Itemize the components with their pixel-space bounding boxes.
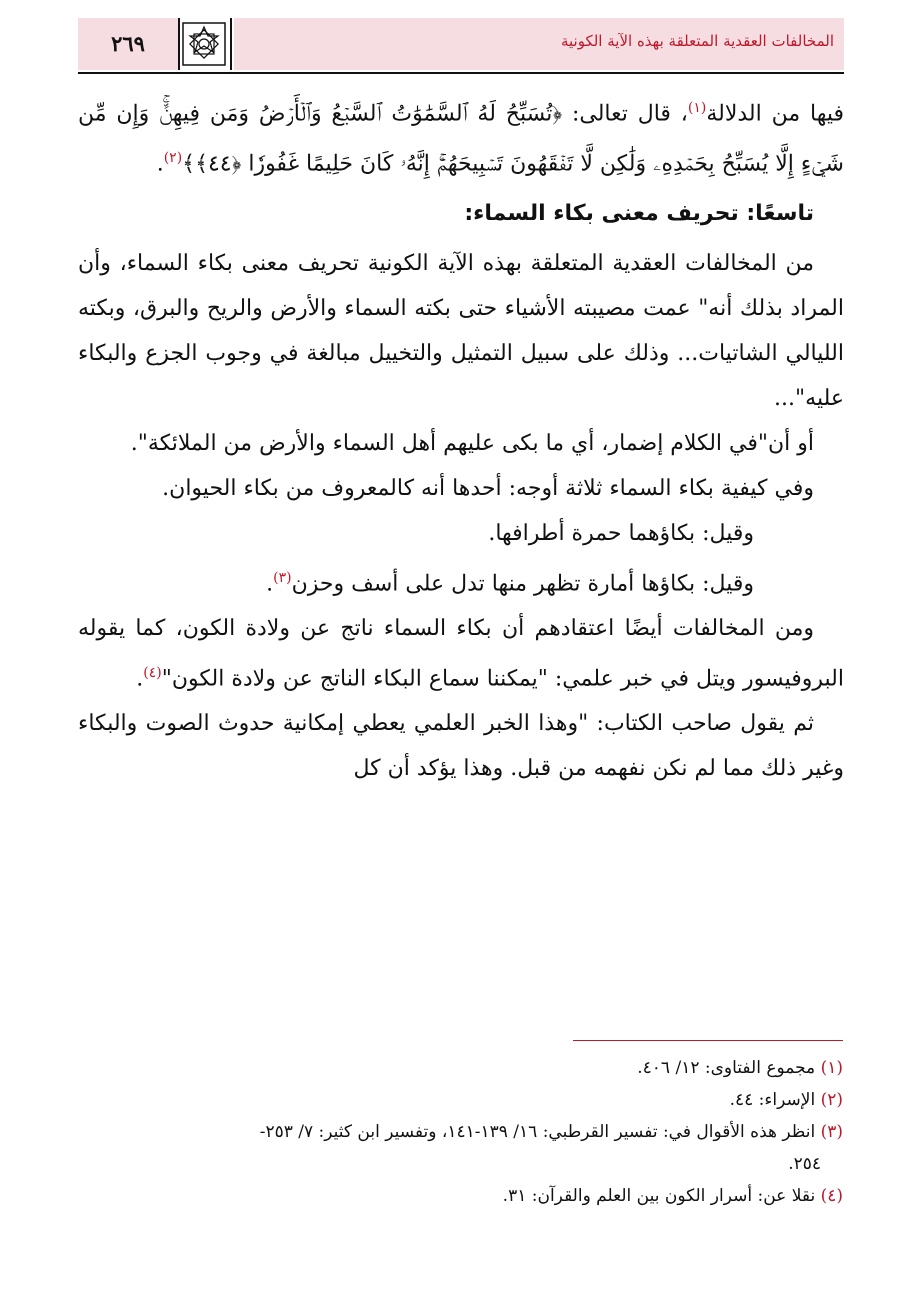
paragraph-3: أو أن"في الكلام إضمار، أي ما بكى عليهم أهل السماء والأرض من الملائكة". [130, 430, 814, 456]
footnotes [77, 1052, 843, 1212]
footnote-3 [77, 1116, 843, 1148]
quran-verse: ، قال تعالى: ﴿تُسَبِّحُ لَهُ ٱلسَّمَٰوَٰتُ ٱلسَّبۡعُ وَٱلۡأَرۡضُ وَمَن فِيهِنَّۚ وَإِن مِّن شَيۡءٍ إِلَّا يُسَبِّحُ بِحَمۡدِهِۦ وَلَٰكِن لَّا تَفۡقَهُونَ تَسۡبِيحَهُمۡۚ إِنَّهُۥ كَانَ حَلِيمًا غَفُورٗا ﴿٤٤﴾﴾ [78, 101, 844, 177]
paragraph-5: وقيل: بكاؤهما حمرة أطرافها. [488, 520, 754, 546]
footnote-ref-2[interactable]: (٢) [163, 150, 183, 167]
footnote-text: مجموع الفتاوى: ١٢/ ٤٠٦. [637, 1058, 816, 1078]
paragraph-8: ثم يقول صاحب الكتاب: "وهذا الخبر العلمي يعطي إمكانية حدوث الصوت والبكاء وغير ذلك مما لم نكن نفهمه من قبل. وهذا يؤكد أن كل [78, 711, 844, 782]
footnote-3-continued: ٢٥٤. [788, 1154, 821, 1174]
header-rule [78, 72, 844, 74]
paragraph-end: . [136, 666, 144, 692]
page-body [78, 86, 844, 791]
paragraph-text: ومن المخالفات أيضًا اعتقادهم أن بكاء السماء ناتج عن ولادة الكون، كما يقوله البروفيسور ويتل في خبر علمي: "يمكننا سماع البكاء الناتج عن ولادة الكون" [78, 615, 844, 692]
running-title: المخالفات العقدية المتعلقة بهذه الآية الكونية [560, 32, 834, 50]
footnote-number: (٤) [820, 1186, 843, 1206]
paragraph-6 [78, 556, 844, 606]
page-header [78, 18, 844, 70]
footnote-text: الإسراء: ٤٤. [729, 1090, 816, 1110]
paragraph-end: . [156, 151, 164, 177]
header-band [234, 18, 844, 70]
footnote-1 [77, 1052, 843, 1084]
footnote-ref-3[interactable]: (٣) [273, 569, 292, 586]
paragraph-quran-verse [78, 86, 844, 187]
footnote-text: انظر هذه الأقوال في: تفسير القرطبي: ١٦/ ١٣٩-١٤١، وتفسير ابن كثير: ٧/ ٢٥٣- [259, 1122, 816, 1142]
footnote-number: (١) [820, 1058, 843, 1078]
footnote-4 [77, 1180, 843, 1212]
paragraph-4: وفي كيفية بكاء السماء ثلاثة أوجه: أحدها أنه كالمعروف من بكاء الحيوان. [162, 475, 814, 501]
footnote-separator [573, 1040, 843, 1041]
footnote-ref-4[interactable]: (٤) [143, 664, 162, 681]
paragraph-text: فيها من الدلالة [706, 101, 844, 127]
footnote-number: (٢) [820, 1090, 843, 1110]
page-number: ٢٦٩ [78, 18, 178, 70]
footnote-text: نقلا عن: أسرار الكون بين العلم والقرآن: ٣١. [502, 1186, 816, 1206]
footnote-2 [77, 1084, 843, 1116]
footnote-ref-1[interactable]: (١) [687, 100, 707, 116]
footnote-number: (٣) [820, 1122, 843, 1142]
header-divider-left [178, 18, 180, 70]
paragraph-text: وقيل: بكاؤها أمارة تظهر منها تدل على أسف وحزن [291, 570, 754, 596]
paragraph-7 [78, 606, 844, 701]
geometric-ornament-icon [181, 21, 227, 67]
paragraph-end: . [266, 570, 274, 596]
header-divider-right [230, 18, 232, 70]
paragraph-2: من المخالفات العقدية المتعلقة بهذه الآية الكونية تحريف معنى بكاء السماء، وأن المراد بذلك أنه" عمت مصيبته الأشياء حتى بكته السماء والأرض والريح والبرق، وبكته الليالي الشاتيات... وذلك على سبيل التمثيل والتخييل مبالغة في وجوب الجزع والبكاء عليه"... [78, 250, 844, 411]
section-heading: تاسعًا: تحريف معنى بكاء السماء: [464, 200, 814, 226]
